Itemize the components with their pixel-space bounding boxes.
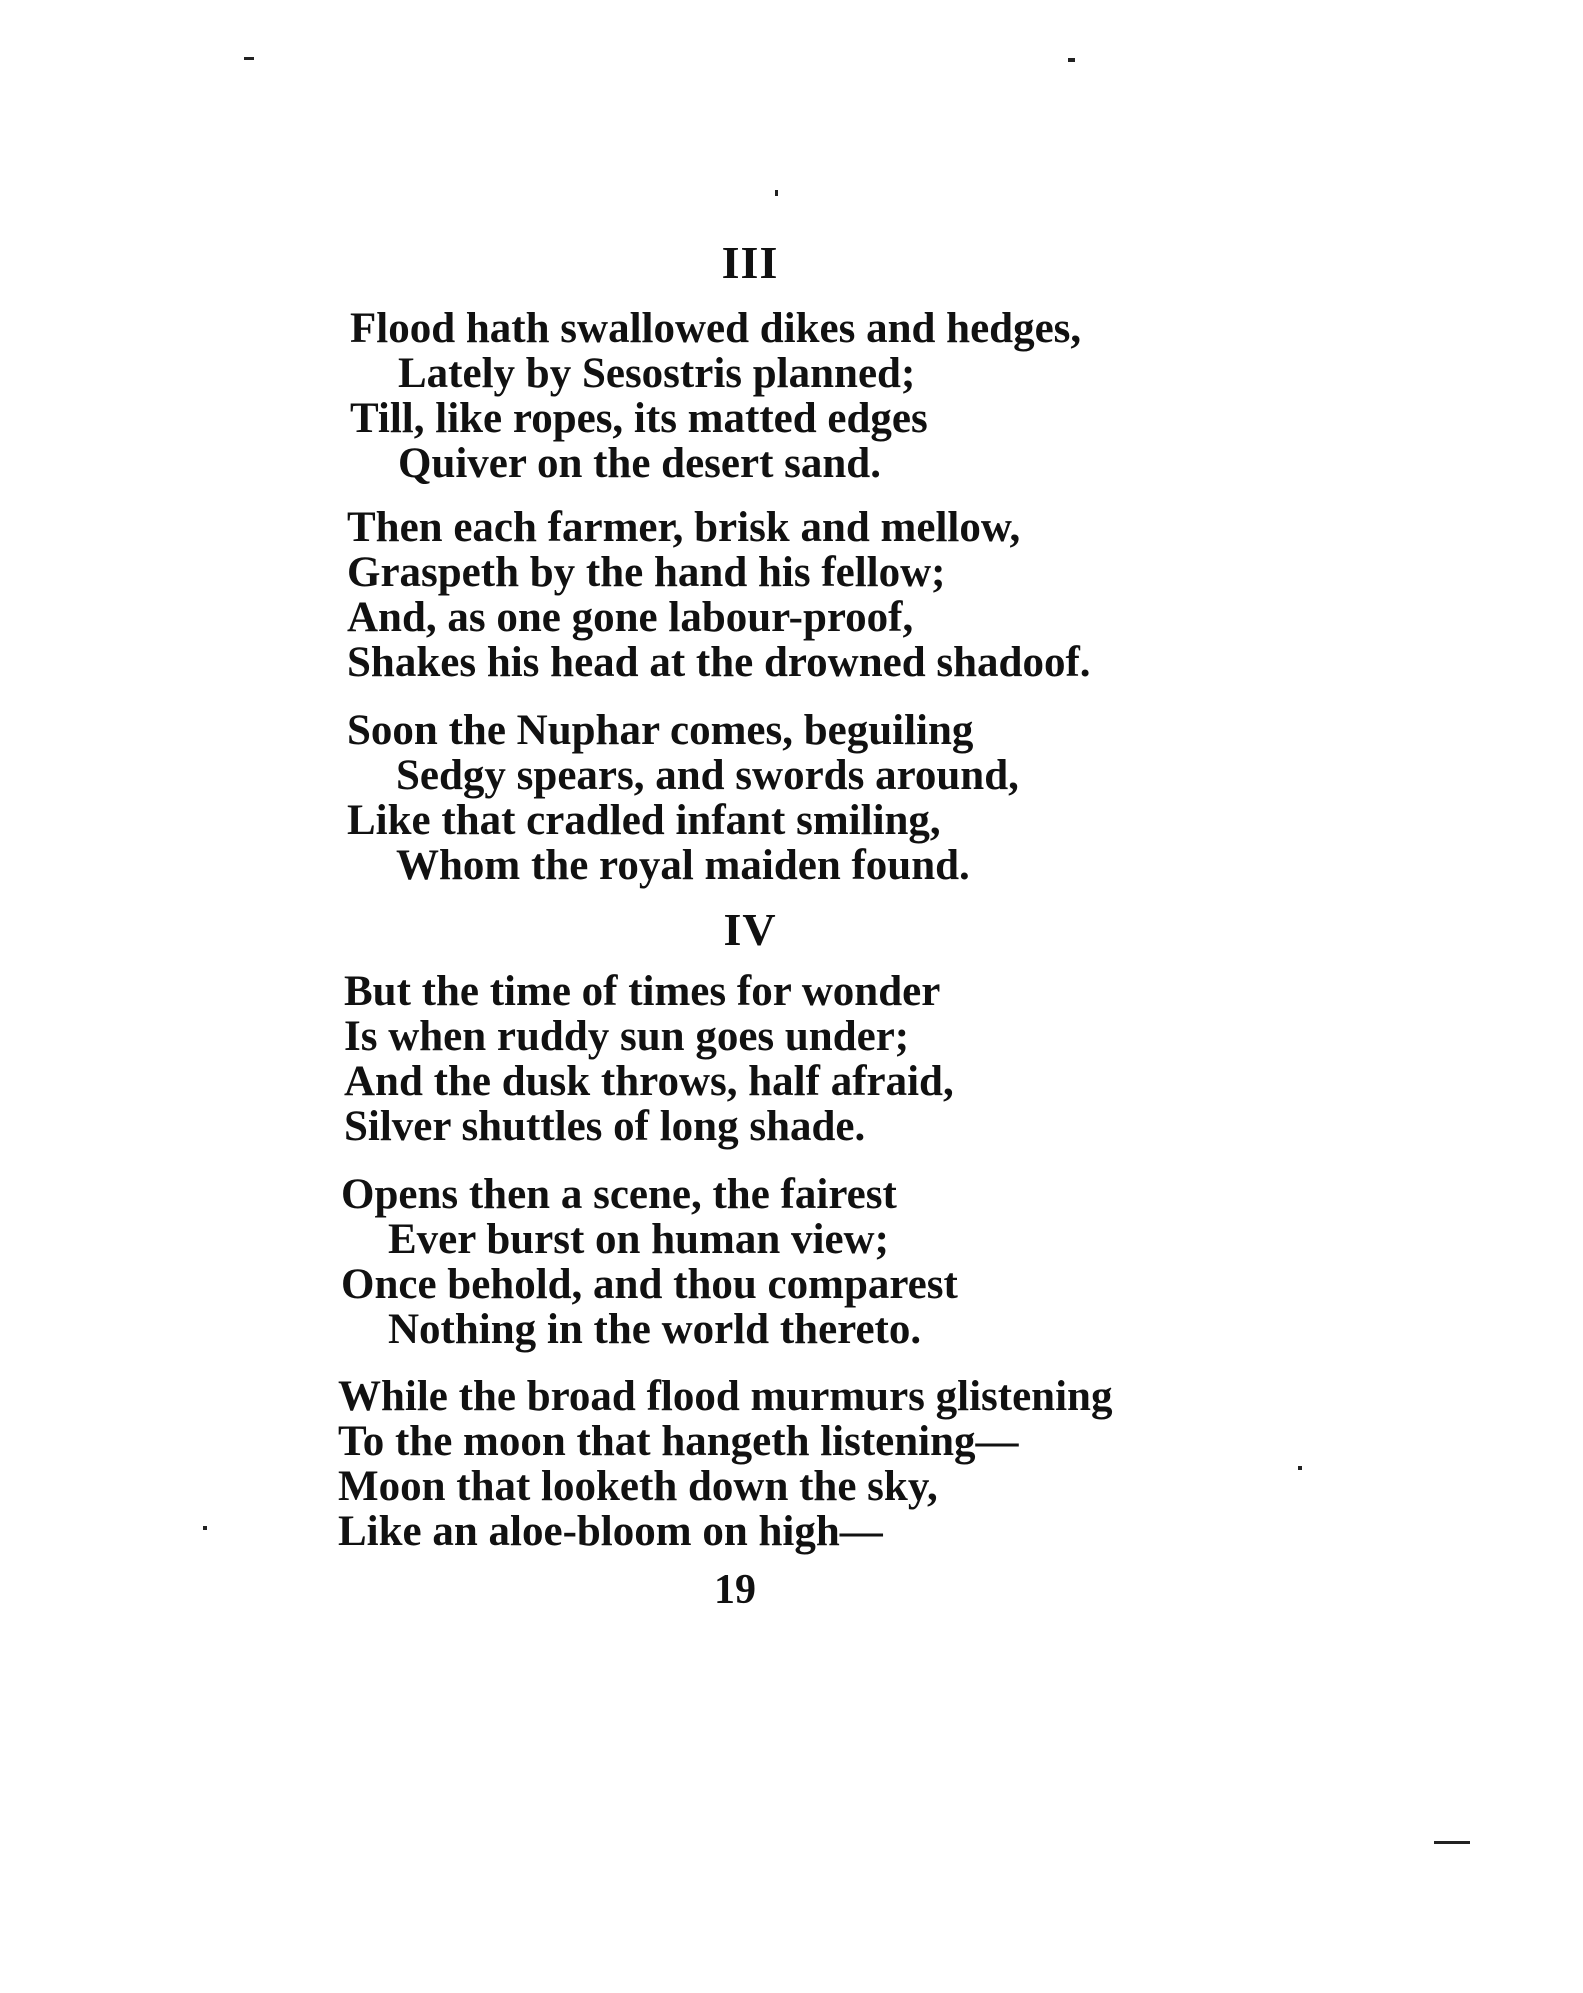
print-speck	[1434, 1841, 1470, 1844]
poem-line: To the moon that hangeth listening—	[338, 1418, 1019, 1465]
poem-line: Whom the royal maiden found.	[396, 842, 970, 889]
print-speck	[203, 1526, 207, 1530]
section-heading-iv: IV	[723, 904, 777, 955]
poem-line: And, as one gone labour-proof,	[347, 594, 914, 641]
poem-line: Graspeth by the hand his fellow;	[347, 549, 946, 596]
poem-line: While the broad flood murmurs glistening	[338, 1373, 1113, 1420]
poem-line: Once behold, and thou comparest	[341, 1261, 958, 1308]
page-number: 19	[714, 1567, 756, 1613]
poem-line: And the dusk throws, half afraid,	[344, 1058, 954, 1105]
poem-line: Shakes his head at the drowned shadoof.	[347, 639, 1091, 686]
print-speck	[775, 190, 778, 196]
poem-line: Sedgy spears, and swords around,	[396, 752, 1019, 799]
print-speck	[1068, 58, 1075, 62]
poem-line: Nothing in the world thereto.	[388, 1306, 922, 1353]
poem-line: Quiver on the desert sand.	[398, 440, 881, 487]
poem-line: Ever burst on human view;	[388, 1216, 889, 1263]
poem-line: Soon the Nuphar comes, beguiling	[347, 707, 974, 754]
poem-line: Like an aloe-bloom on high—	[338, 1508, 883, 1555]
poem-line: But the time of times for wonder	[344, 968, 941, 1015]
poem-line: Then each farmer, brisk and mellow,	[347, 504, 1021, 551]
poem-line: Opens then a scene, the fairest	[341, 1171, 897, 1218]
poem-line: Till, like ropes, its matted edges	[350, 395, 928, 442]
poem-line: Moon that looketh down the sky,	[338, 1463, 938, 1510]
section-heading-iii: III	[721, 237, 779, 288]
poem-line: Silver shuttles of long shade.	[344, 1103, 866, 1150]
print-speck	[1298, 1466, 1302, 1470]
poem-line: Lately by Sesostris planned;	[398, 350, 916, 397]
poem-line: Like that cradled infant smiling,	[347, 797, 941, 844]
poem-line: Flood hath swallowed dikes and hedges,	[350, 305, 1082, 352]
print-speck	[244, 57, 254, 60]
poem-line: Is when ruddy sun goes under;	[344, 1013, 910, 1060]
